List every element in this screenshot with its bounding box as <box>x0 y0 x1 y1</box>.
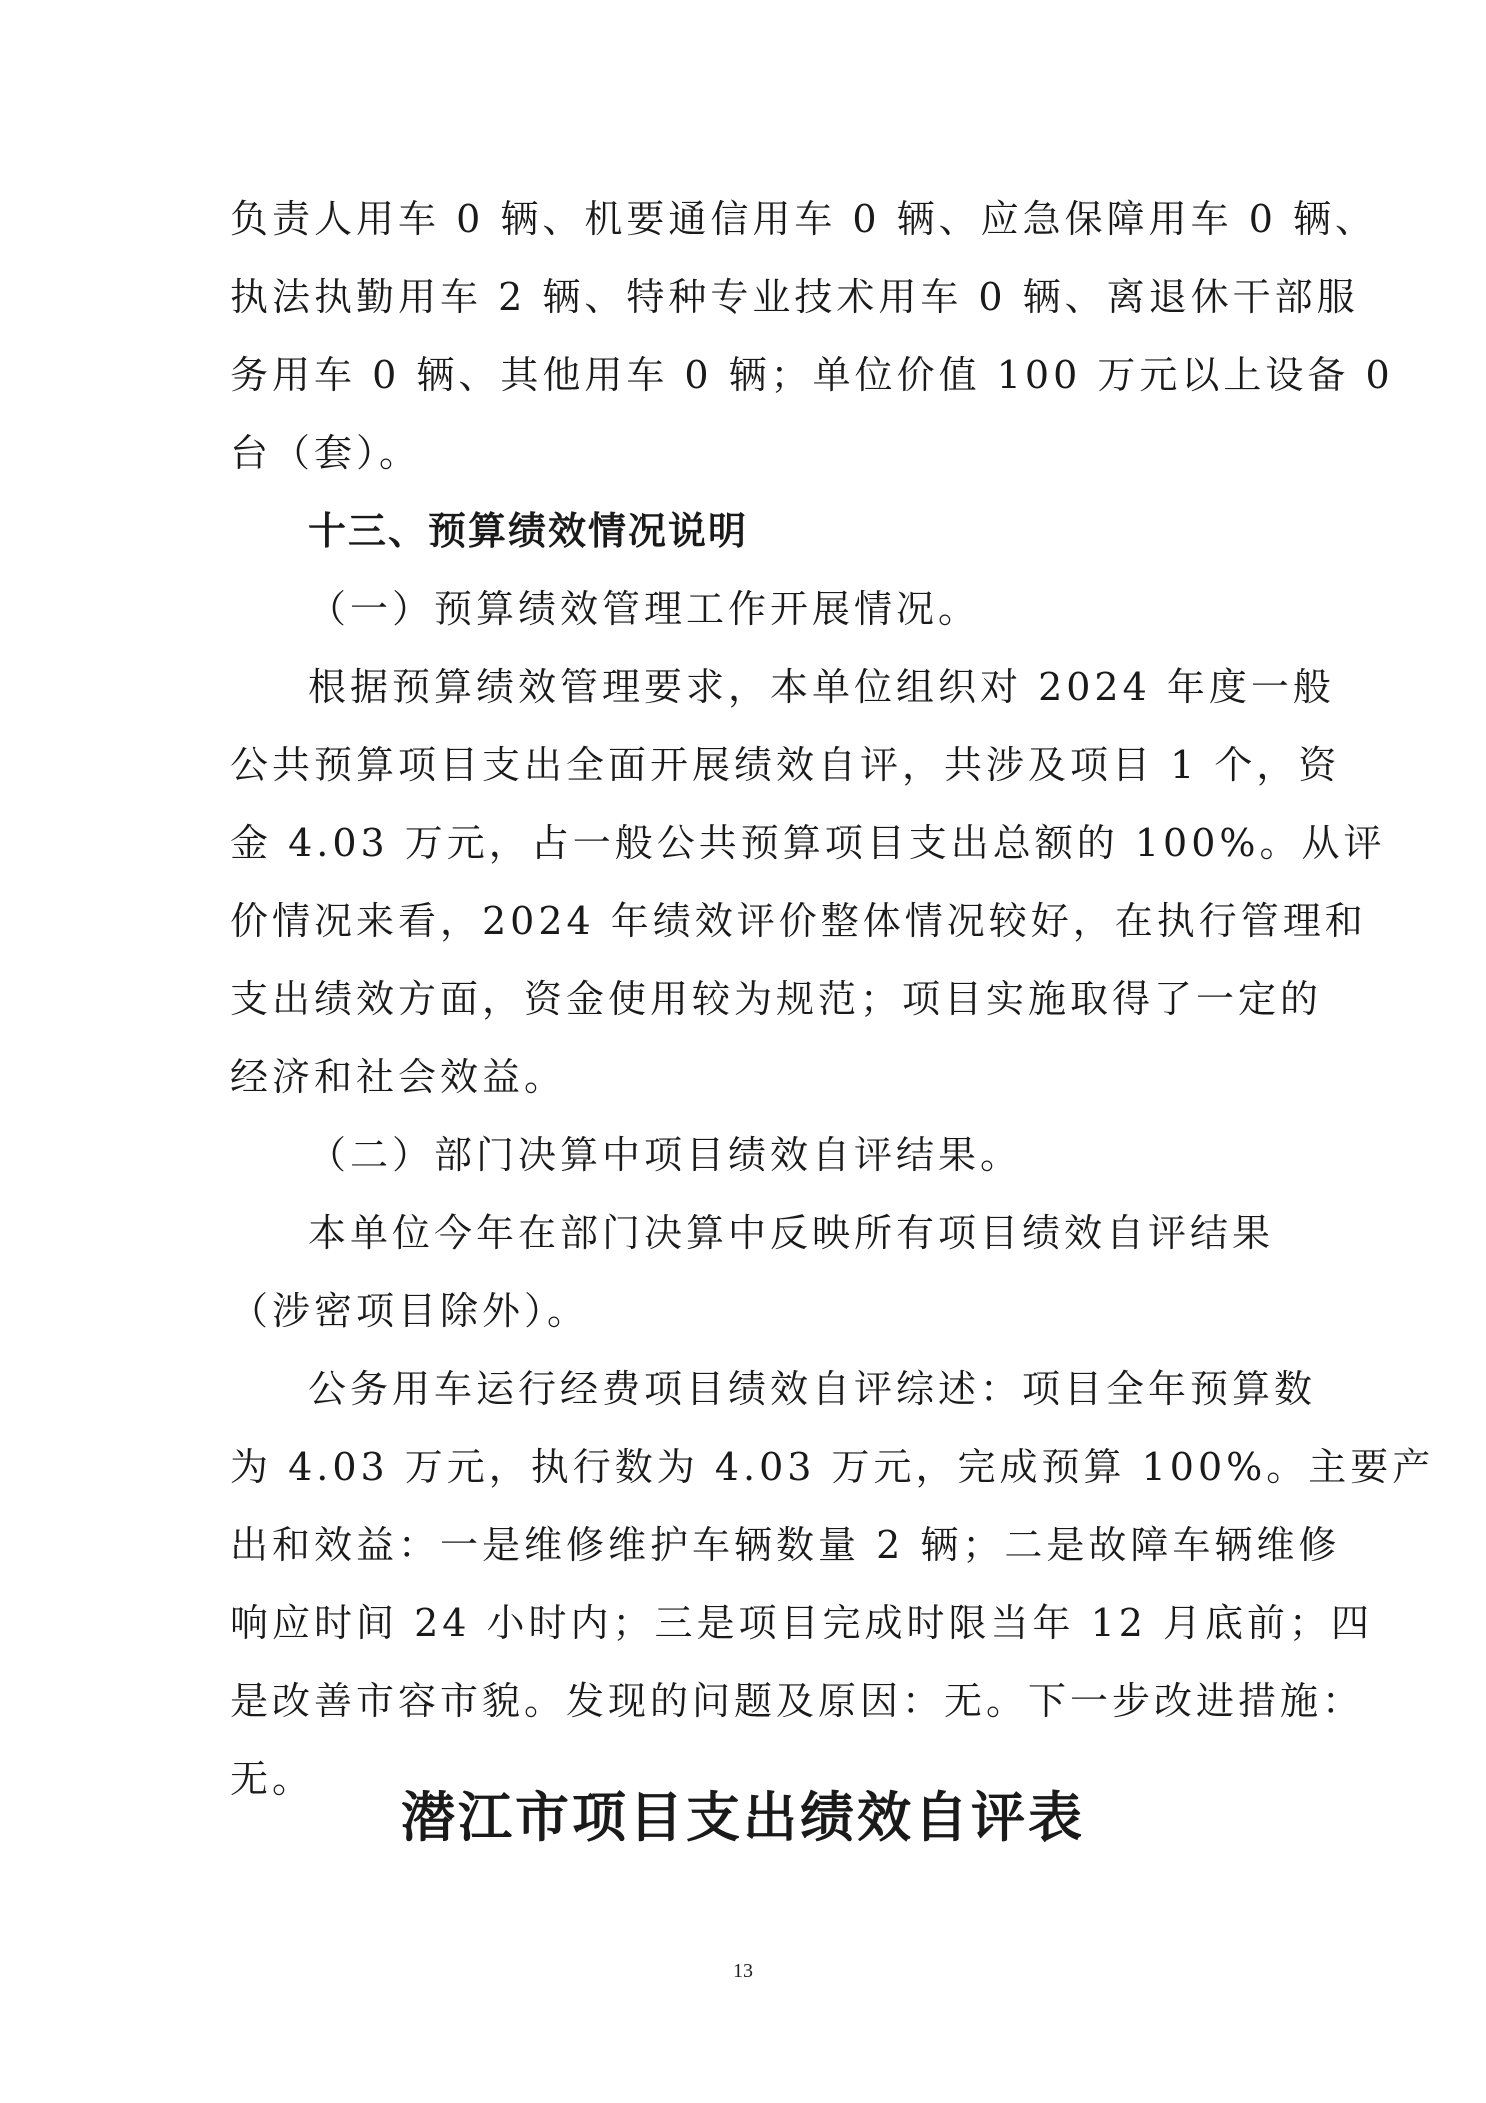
paragraph-performance-overview <box>230 648 1386 1116</box>
document-title: 潜江市项目支出绩效自评表 <box>401 1786 1085 1849</box>
text-line: 支出绩效方面，资金使用较为规范；项目实施取得了一定的 <box>230 977 1323 1021</box>
subheading-one-block <box>230 570 1260 648</box>
text-line: 价情况来看，2024 年绩效评价整体情况较好，在执行管理和 <box>230 899 1367 943</box>
text-line: 公共预算项目支出全面开展绩效自评，共涉及项目 1 个，资 <box>230 743 1341 787</box>
text-line: 本单位今年在部门决算中反映所有项目绩效自评结果 <box>308 1211 1275 1255</box>
text-line: 无。 <box>230 1757 315 1801</box>
text-line: 执法执勤用车 2 辆、特种专业技术用车 0 辆、离退休干部服 <box>230 275 1359 319</box>
text-line: 负责人用车 0 辆、机要通信用车 0 辆、应急保障用车 0 辆、 <box>230 197 1378 241</box>
paragraph-vehicle-project-summary <box>230 1350 1435 1818</box>
text-line: 公务用车运行经费项目绩效自评综述：项目全年预算数 <box>308 1367 1317 1411</box>
section-heading-block <box>230 492 1260 570</box>
subheading-two: （二）部门决算中项目绩效自评结果。 <box>308 1133 1023 1177</box>
text-line: （涉密项目除外）。 <box>230 1289 590 1333</box>
subheading-two-block <box>230 1116 1260 1194</box>
paragraph-vehicles <box>230 180 1394 492</box>
text-line: 响应时间 24 小时内；三是项目完成时限当年 12 月底前；四 <box>230 1601 1374 1645</box>
paragraph-self-evaluation <box>230 1194 1275 1350</box>
text-line: 台（套）。 <box>230 431 422 475</box>
text-line: 是改善市容市貌。发现的问题及原因：无。下一步改进措施： <box>230 1679 1365 1723</box>
subheading-one: （一）预算绩效管理工作开展情况。 <box>308 587 981 631</box>
text-line: 金 4.03 万元，占一般公共预算项目支出总额的 100%。从评 <box>230 821 1386 865</box>
text-line: 经济和社会效益。 <box>230 1055 567 1099</box>
text-line: 根据预算绩效管理要求，本单位组织对 2024 年度一般 <box>308 665 1335 709</box>
text-line: 为 4.03 万元，执行数为 4.03 万元，完成预算 100%。主要产 <box>230 1445 1435 1489</box>
text-line: 出和效益：一是维修维护车辆数量 2 辆；二是故障车辆维修 <box>230 1523 1341 1567</box>
section-heading: 十三、预算绩效情况说明 <box>308 509 749 553</box>
text-line: 务用车 0 辆、其他用车 0 辆；单位价值 100 万元以上设备 0 <box>230 353 1394 397</box>
page-number: 13 <box>733 1960 753 1982</box>
